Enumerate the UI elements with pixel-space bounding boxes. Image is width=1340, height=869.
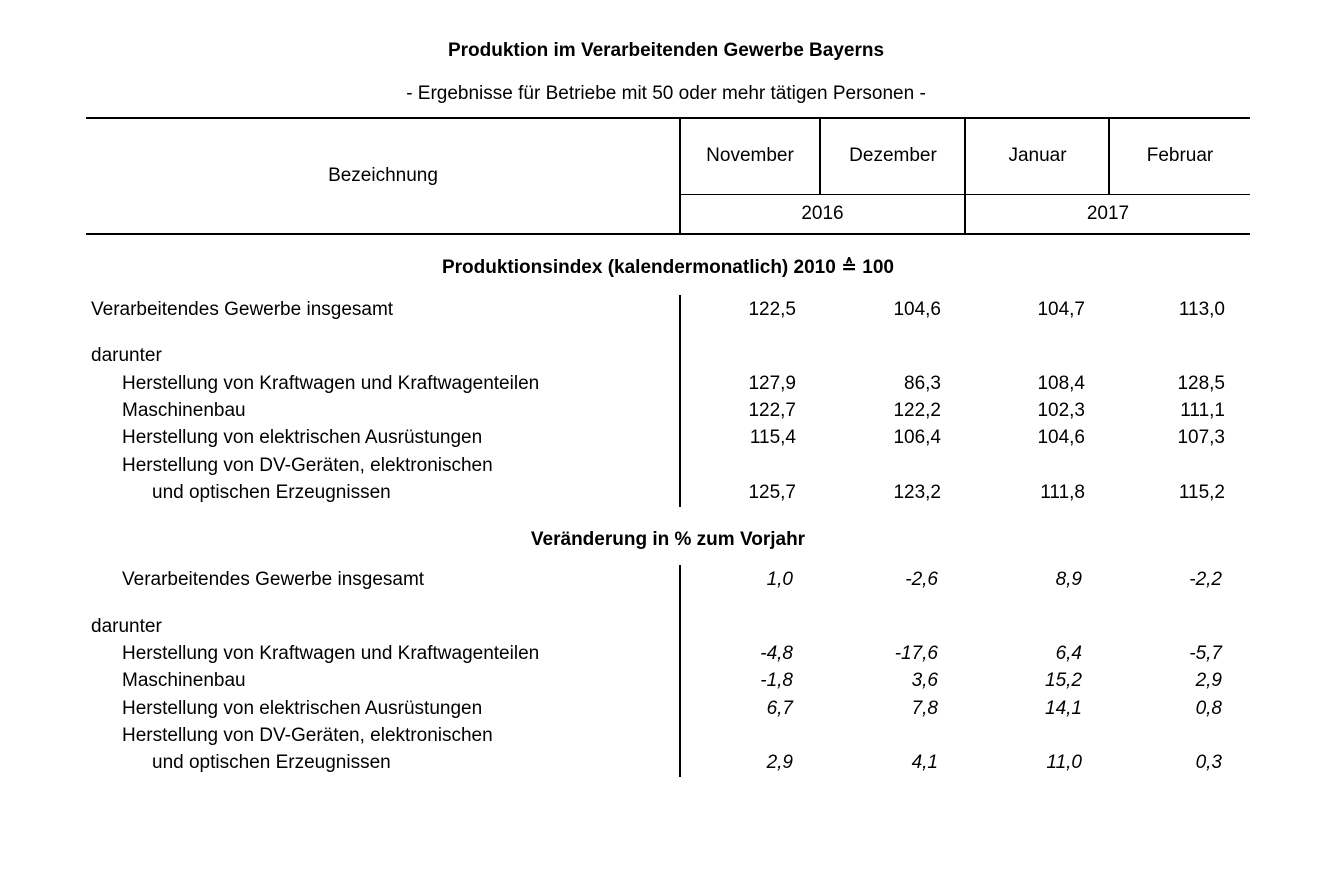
table-cell: 108,4	[1037, 373, 1085, 394]
table-cell: 0,8	[1195, 698, 1222, 719]
column-header-year: 2017	[1086, 203, 1130, 224]
row-label: Verarbeitendes Gewerbe insgesamt	[91, 299, 394, 320]
table-cell: 115,2	[1178, 482, 1225, 503]
table-cell: 11,0	[1046, 752, 1082, 773]
row-label: darunter	[91, 616, 162, 637]
table-cell: 127,9	[748, 373, 796, 394]
table-cell: -2,6	[905, 569, 938, 590]
table-cell: 1,0	[766, 569, 793, 590]
table-cell: 122,7	[748, 400, 796, 421]
table-cell: 7,8	[911, 698, 938, 719]
table-cell: 14,1	[1045, 698, 1082, 719]
table-cell: 104,6	[893, 299, 941, 320]
table-cell: 3,6	[911, 670, 938, 691]
table-cell: 107,3	[1177, 427, 1225, 448]
table-cell: 15,2	[1045, 670, 1082, 691]
table-cell: -17,6	[894, 643, 938, 664]
table-cell: 113,0	[1178, 299, 1225, 320]
table-cell: 104,7	[1037, 299, 1085, 320]
section-title-index: Produktionsindex (kalendermonatlich) 2010 ≙ 100	[441, 257, 894, 278]
table-cell: 106,4	[893, 427, 941, 448]
table-cell: 128,5	[1177, 373, 1225, 394]
row-label: Herstellung von elektrischen Ausrüstungen	[122, 427, 483, 448]
table-cell: 115,4	[749, 427, 796, 448]
column-header-month: November	[706, 145, 794, 166]
row-label: Maschinenbau	[122, 400, 246, 421]
table-cell: 122,5	[748, 299, 796, 320]
table-title: Produktion im Verarbeitenden Gewerbe Bayerns	[447, 40, 885, 61]
table-cell: -2,2	[1189, 569, 1222, 590]
table-cell: 102,3	[1037, 400, 1085, 421]
row-label: Herstellung von DV-Geräten, elektronischen	[122, 725, 493, 746]
header-bottom-rule	[86, 233, 1250, 235]
column-header-month: Januar	[1008, 145, 1067, 166]
table-cell: -4,8	[760, 643, 793, 664]
table-subtitle: - Ergebnisse für Betriebe mit 50 oder mehr tätigen Personen -	[406, 83, 926, 104]
column-header-label: Bezeichnung	[328, 165, 438, 186]
table-cell: 2,9	[1195, 670, 1222, 691]
table-cell: 4,1	[911, 752, 938, 773]
table-cell: 123,2	[893, 482, 941, 503]
table-cell: -5,7	[1189, 643, 1222, 664]
section-title-change: Veränderung in % zum Vorjahr	[530, 529, 806, 550]
row-label: und optischen Erzeugnissen	[152, 482, 391, 503]
table-cell: 125,7	[748, 482, 796, 503]
table-cell: 8,9	[1055, 569, 1082, 590]
header-top-rule	[86, 117, 1250, 119]
row-label: Verarbeitendes Gewerbe insgesamt	[122, 569, 425, 590]
table-cell: 86,3	[904, 373, 941, 394]
table-cell: -1,8	[760, 670, 793, 691]
row-label: und optischen Erzeugnissen	[152, 752, 391, 773]
table-cell: 104,6	[1037, 427, 1085, 448]
column-header-month: Februar	[1146, 145, 1214, 166]
row-label: Herstellung von Kraftwagen und Kraftwagenteilen	[122, 373, 540, 394]
table-cell: 6,7	[766, 698, 793, 719]
row-label: Herstellung von Kraftwagen und Kraftwagenteilen	[122, 643, 540, 664]
table-cell: 0,3	[1195, 752, 1222, 773]
row-label: Maschinenbau	[122, 670, 246, 691]
column-header-year: 2016	[801, 203, 844, 224]
row-label: darunter	[91, 345, 162, 366]
column-header-month: Dezember	[849, 145, 937, 166]
table-cell: 111,8	[1040, 482, 1085, 503]
row-label: Herstellung von DV-Geräten, elektronischen	[122, 455, 493, 476]
row-label: Herstellung von elektrischen Ausrüstungen	[122, 698, 483, 719]
table-cell: 2,9	[766, 752, 793, 773]
table-cell: 111,1	[1180, 400, 1225, 421]
table-cell: 122,2	[893, 400, 941, 421]
table-cell: 6,4	[1055, 643, 1082, 664]
